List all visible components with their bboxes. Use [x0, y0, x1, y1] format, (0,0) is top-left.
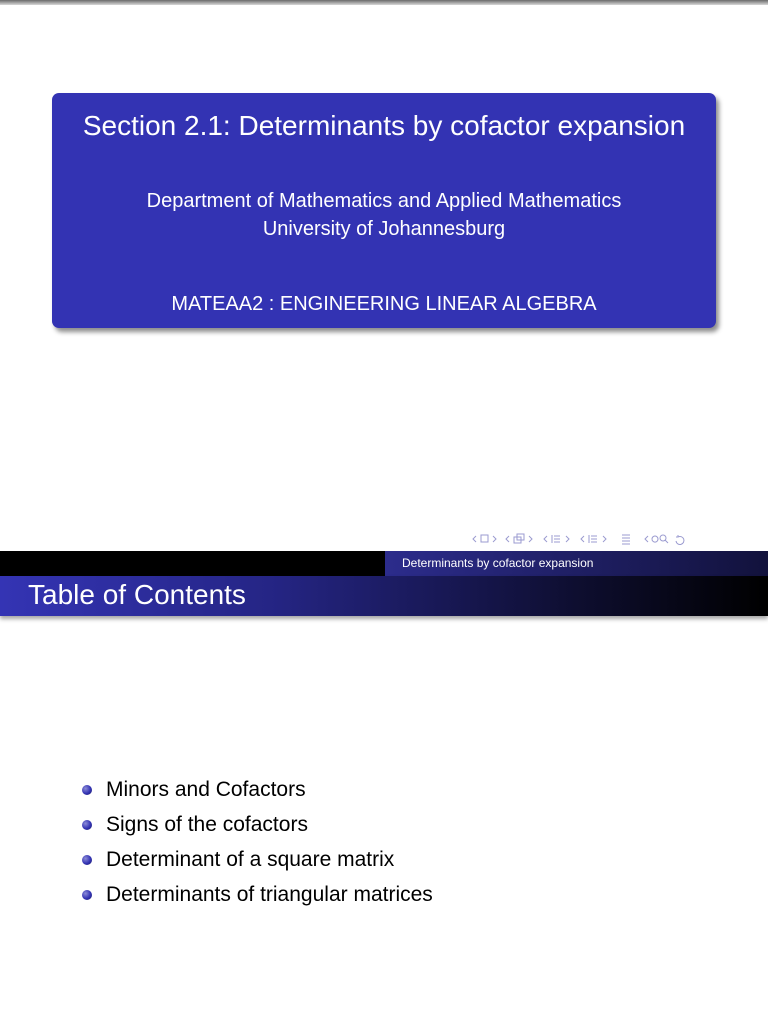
bullet-icon [82, 855, 92, 865]
subsection-next-icon [529, 536, 532, 542]
section-prev-icon [544, 536, 547, 542]
toc-item-determinants-triangular[interactable] [82, 877, 433, 912]
presentation-title: Section 2.1: Determinants by cofactor expansion [82, 110, 686, 141]
university-name: University of Johannesburg [262, 218, 506, 240]
section-icon [552, 535, 560, 543]
appendix-icon [622, 535, 630, 544]
frame-icon [481, 535, 488, 542]
subsection-nav-icon [589, 535, 597, 543]
frame-title-bar [0, 576, 768, 616]
toc-item-label: Determinant of a square matrix [106, 848, 395, 871]
toc-item-label: Minors and Cofactors [106, 778, 306, 801]
toc-item-label: Determinants of triangular matrices [106, 883, 433, 906]
search-icon [645, 536, 658, 542]
table-of-contents [82, 772, 433, 912]
frame-title: Table of Contents [28, 579, 246, 610]
undo-icon [676, 535, 684, 544]
beamer-navigation-bar [472, 531, 764, 547]
subsection-prev-icon [506, 536, 509, 542]
course-name: MATEAA2 : ENGINEERING LINEAR ALGEBRA [171, 293, 597, 315]
title-block [52, 93, 716, 328]
frame-next-icon [493, 536, 496, 542]
bullet-icon [82, 820, 92, 830]
bullet-icon [82, 785, 92, 795]
toc-item-signs-cofactors[interactable] [82, 807, 433, 842]
subsection-nav-next-icon [603, 536, 606, 542]
bullet-icon [82, 890, 92, 900]
page-top-edge [0, 0, 768, 5]
navigation-symbols [472, 531, 764, 547]
section-next-icon [566, 536, 569, 542]
toc-item-determinant-square-matrix[interactable] [82, 842, 433, 877]
toc-item-label: Signs of the cofactors [106, 813, 308, 836]
header-section-label: Determinants by cofactor expansion [385, 551, 768, 576]
department-name: Department of Mathematics and Applied Mathematics [146, 190, 622, 212]
subsection-nav-prev-icon [581, 536, 584, 542]
toc-item-minors-cofactors[interactable] [82, 772, 433, 807]
frame-prev-icon [473, 536, 476, 542]
